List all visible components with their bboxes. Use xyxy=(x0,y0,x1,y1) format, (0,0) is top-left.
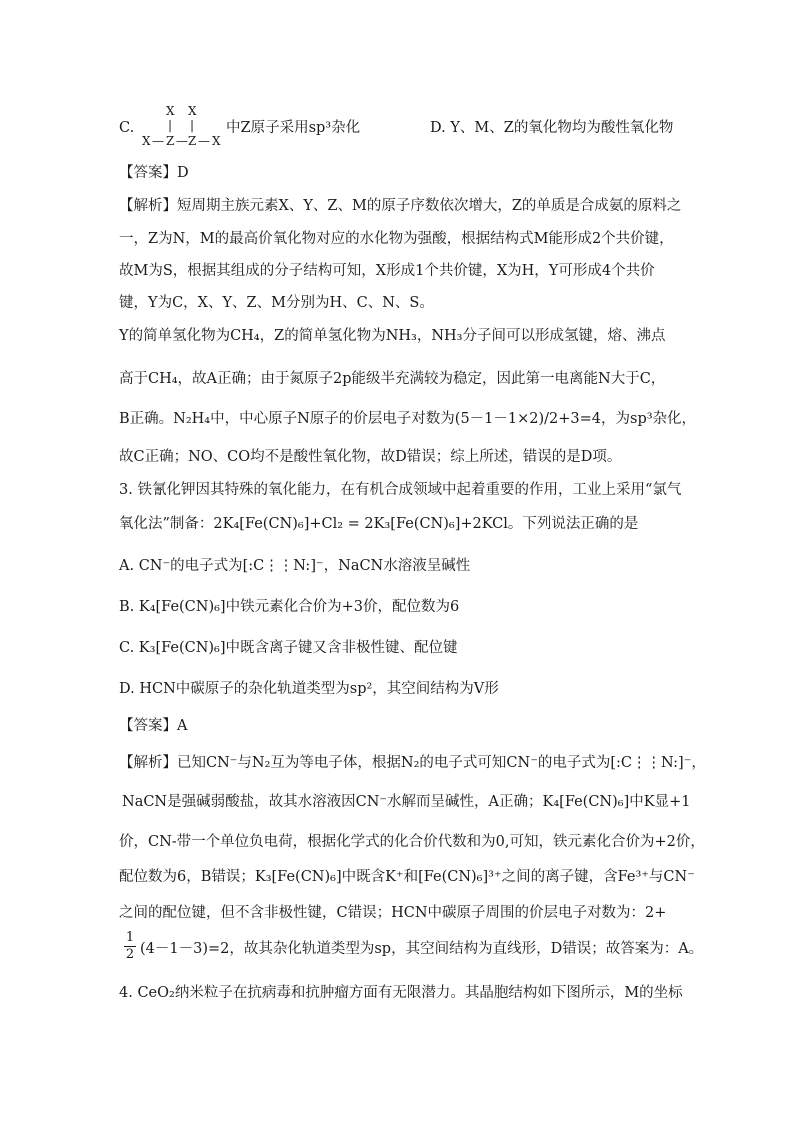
option-c-label: C. xyxy=(119,120,135,136)
atom-x-top-right: X xyxy=(188,104,197,118)
analysis-line-1: 【解析】短周期主族元素X、Y、Z、M的原子序数依次增大，Z的单质是合成氨的原料之 xyxy=(119,198,682,214)
analysis-line-4: 键，Y为C，X、Y、Z、M分别为H、C、N、S。 xyxy=(119,295,434,311)
analysis-line-8: 故C正确；NO、CO均不是酸性氧化物，故D错误；综上所述，错误的是D项。 xyxy=(119,449,622,465)
question-4-stem: 4. CeO₂纳米粒子在抗病毒和抗肿瘤方面有无限潜力。其晶胞结构如下图所示，M的坐标 xyxy=(119,985,683,1001)
analysis2-line-1: 【解析】已知CN⁻与N₂互为等电子体，根据N₂的电子式可知CN⁻的电子式为[:C⋮⋮N:]⁻， xyxy=(119,755,706,771)
option-d: D. HCN中碳原子的杂化轨道类型为sp²，其空间结构为V形 xyxy=(119,681,499,697)
analysis2-line-5: 之间的配位键，但不含非极性键，C错误；HCN中碳原子周围的价层电子对数为：2+ xyxy=(119,905,667,921)
bond-dash-2: — xyxy=(176,134,188,148)
analysis2-line-4: 配位数为6，B错误；K₃[Fe(CN)₆]中既含K⁺和[Fe(CN)₆]³⁺之间的离子键，含Fe³⁺与CN⁻ xyxy=(119,869,695,885)
analysis-line-2: 一，Z为N，M的最高价氧化物对应的水化物为强酸，根据结构式M能形成2个共价键， xyxy=(119,231,674,247)
atom-x-right: X xyxy=(212,134,221,148)
fraction-one-half xyxy=(122,930,138,963)
analysis2-line-3: 价，CN-带一个单位负电荷，根据化学式的化合价代数和为0,可知，铁元素化合价为+2价， xyxy=(119,834,705,850)
answer-label-2: 【答案】A xyxy=(119,718,188,734)
fraction-numerator: 1 xyxy=(125,930,135,945)
option-d-text: D. Y、M、Z的氧化物均为酸性氧化物 xyxy=(430,120,674,136)
atom-z-right: Z xyxy=(188,134,197,148)
atom-z-left: Z xyxy=(166,134,175,148)
bond-vertical-2: | xyxy=(190,118,195,132)
bond-dash-3: — xyxy=(198,134,210,148)
option-c-text: 中Z原子采用sp³杂化 xyxy=(226,120,361,136)
option-c: C. K₃[Fe(CN)₆]中既含离子键又含非极性键、配位键 xyxy=(119,640,458,656)
option-b: B. K₄[Fe(CN)₆]中铁元素化合价为+3价，配位数为6 xyxy=(119,599,460,615)
analysis-line-5: Y的简单氢化物为CH₄，Z的简单氢化物为NH₃，NH₃分子间可以形成氢键，熔、沸点 xyxy=(119,328,666,344)
atom-x-left: X xyxy=(142,134,151,148)
answer-label-1: 【答案】D xyxy=(119,165,189,181)
analysis2-line-2: NaCN是强碱弱酸盐，故其水溶液因CN⁻水解而呈碱性，A正确；K₄[Fe(CN)₆]中K显+1 xyxy=(122,794,691,810)
analysis-line-7: B正确。N₂H₄中，中心原子N原子的价层电子对数为(5－1－1×2)/2+3=4，为sp³杂化， xyxy=(119,411,697,427)
option-a: A. CN⁻的电子式为[:C⋮⋮N:]⁻，NaCN水溶液呈碱性 xyxy=(119,558,471,574)
analysis-line-3: 故M为S，根据其组成的分子结构可知，X形成1个共价键，X为H，Y可形成4个共价 xyxy=(119,263,655,279)
fraction-denominator: 2 xyxy=(125,947,135,962)
analysis-line-6: 高于CH₄，故A正确；由于氮原子2p能级半充满较为稳定，因此第一电离能N大于C， xyxy=(119,371,666,387)
question-3-stem-1: 3. 铁氰化钾因其特殊的氧化能力，在有机合成领域中起着重要的作用，工业上采用“氯气 xyxy=(119,482,682,498)
bond-vertical-1: | xyxy=(168,118,173,132)
question-3-stem-2: 氧化法”制备：2K₄[Fe(CN)₆]+Cl₂ = 2K₃[Fe(CN)₆]+2KCl。下列说法正确的是 xyxy=(119,516,639,532)
structural-formula xyxy=(138,104,228,150)
atom-x-top-left: X xyxy=(166,104,175,118)
analysis2-line-6: (4－1－3)=2，故其杂化轨道类型为sp，其空间结构为直线形，D错误；故答案为：A。 xyxy=(140,941,704,957)
bond-dash-1: — xyxy=(152,134,164,148)
